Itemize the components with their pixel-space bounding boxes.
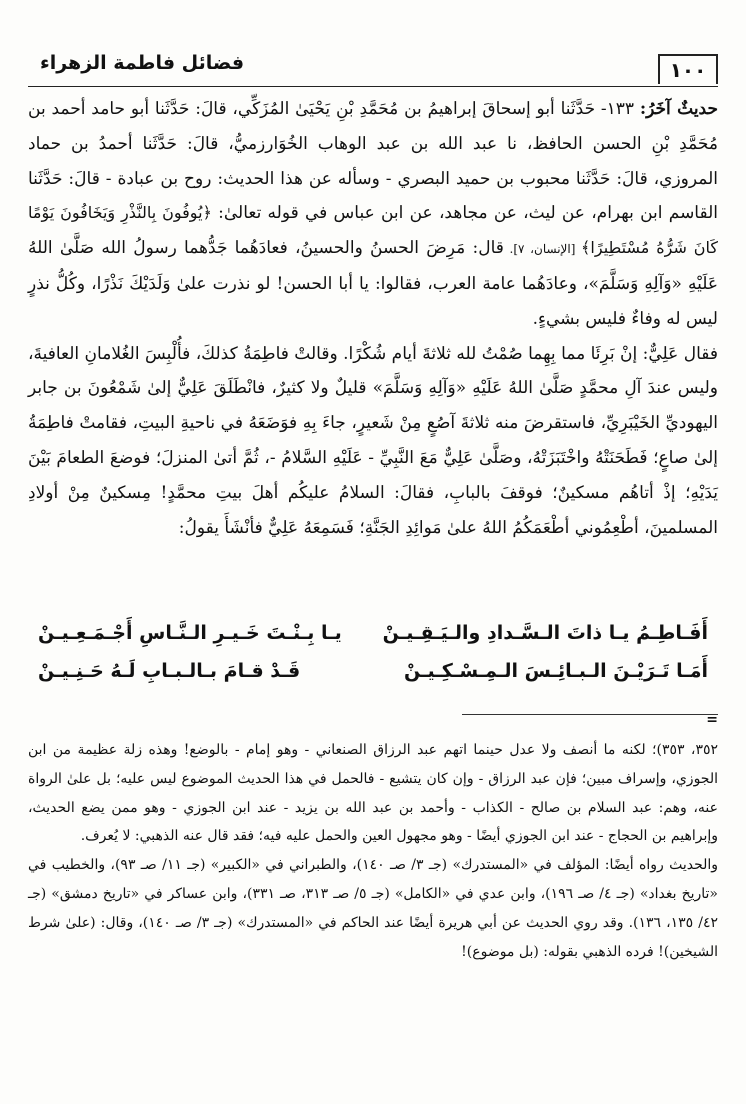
paragraph-1 [28,92,718,337]
running-title: فضائل فاطمة الزهراء [40,52,245,74]
footnote-sources: والحديث رواه أيضًا: المؤلف في «المستدرك» (جـ ٣/ صـ ١٤٠)، والطبراني في «الكبير» (جـ ١١/ صـ ٩٣)، والخطيب في «تاريخ بغداد» (جـ ٤/ صـ ١٩٦)، وابن عدي في «الكامل» (جـ ٥/ صـ ٣١٣، صـ ٣٣١)، وابن عساكر في «تاريخ دمشق» (جـ ٤٢/ ١٣٥، ١٣٦). وقد روي الحديث عن أبي هريرة أيضًا عند الحاكم في «المستدرك» (جـ ٣/ صـ ١٤٠)، وقال: (علىٰ شرط الشيخين)! فرده الذهبي بقوله: (بل موضوع)! [28,857,719,960]
quran-reference: [الإنسان، ٧]. [503,242,582,257]
narration-text: قال: مَرِضَ الحسنُ والحسينُ، فعادَهُما جَدُّهما رسولُ الله صَلَّىٰ اللهُ عَلَيْهِ «وَآلِهِ وَسَلَّمَ»، وعادَهُما عامة العرب، فقالوا: يا أبا الحسن! لو نذرت علىٰ وَلَدَيْكَ نَذْرًا، وكُلُّ نذرٍ ليس له وفاءٌ فليس بشيءٍ. [28,238,718,329]
page-number: ١٠٠ [658,54,718,84]
footnote-continuation-mark: = [706,712,718,728]
hemistich-first: أَمَـا تَـرَيْـنَ الـبـائِـسَ الـمِـسْـكِـيـنْ [403,660,708,682]
hemistich-second: يـا بِـنْـتَ خَـيـرِ الـنَّـاسِ أَجْـمَـعِـيـنْ [38,622,342,644]
main-text [28,92,718,545]
paragraph-2: فقال عَلِيٌّ: إنْ بَرِئَا مما بِهِما صُمْتُ لله ثلاثةَ أيام شُكْرًا. وقالتْ فاطِمَةُ كذلكَ، فأُلْبِسَ الغُلامانِ العافيةَ، وليس عندَ آلِ محمَّدٍ صَلَّىٰ اللهُ عَلَيْهِ «وَآلِهِ وَسَلَّمَ» قليلٌ ولا كثيرٌ، فانْطَلَقَ عَلِيٌّ إلىٰ شَمْعُونَ بن جابر اليهوديِّ الخَيْبَرِيِّ، فاستقرضَ منه ثلاثةَ آصُعٍ مِنْ شَعيرٍ، جاءَ بِهِ فوَضَعَهُ في ناحيةِ البيتِ، فقامتْ فاطِمَةُ إلىٰ صاعٍ؛ فَطَحَنَتْهُ واخْتَبَزَتْهُ، وصَلَّىٰ عَلِيٌّ مَعَ النَّبِيِّ - عَلَيْهِ السَّلامُ -، ثُمَّ أتىٰ المنزلَ؛ فوضعَ الطعامَ بَيْنَ يَدَيْهِ؛ إذْ أتاهُم مسكينٌ؛ فوقفَ بالبابِ، فقالَ: السلامُ عليكُم أهلَ بيتِ محمَّدٍ! مِسكينٌ مِنْ أولادِ المسلمينَ، أطْعِمُوني أطْعَمَكُمُ اللهُ علىٰ مَوائِدِ الجَنَّةِ؛ فَسَمِعَهُ عَلِيٌّ فأنْشَأَ يقولُ: [28,343,718,538]
hemistich-second: قَـدْ قـامَ بـالـبـابِ لَـهُ حَـنِـيـنْ [38,660,301,682]
footnote-divider [462,714,718,715]
footnote-continued: ٣٥٢، ٣٥٣)؛ لكنه ما أنصف ولا عدل حينما اتهم عبد الرزاق الصنعاني - وهو إمام - بالوضع! وهذه زلة عظيمة من ابن الجوزي، وإسراف مبين؛ فإن عبد الرزاق - وإن كان يتشيع - فالحمل في هذا الحديث الموضوع ليس عليه؛ بل علىٰ الرواة عنه، وهم: عبد السلام بن صالح - الكذاب - وأحمد بن عبد الله بن يزيد - عند ابن الجوزي - وهو ممن يضع الحديث، وإبراهيم بن الحجاج - عند ابن الجوزي أيضًا - وهو مجهول العين والحمل عليه فيه؛ فقد قال عنه الذهبي: لا يُعرف. [28,742,719,845]
hemistich-first: أَفَـاطِـمُ يـا ذاتَ الـسَّـدادِ والـيَـقِـيـنْ [382,622,708,644]
footnotes [28,736,718,966]
hadith-label: حديثٌ آخَرُ: [639,99,718,119]
isnad-text: ١٣٣- حَدَّثَنا أبو إسحاقَ إبراهيمُ بن مُحَمَّدِ بْنِ يَحْيَىٰ المُزَكِّي، قالَ: حَدَّثَنا أبو حامد أحمد بن مُحَمَّدِ بْنِ الحسن الحافظ، نا عبد الله بن عبد الوهاب الخُوَارزميُّ، قالَ: حَدَّثَنا أحمدُ بن حماد المروزي، قالَ: حَدَّثَنا محبوب بن حميد البصري - وسأله عن هذا الحديث: روح بن عبادة - قالَ: حَدَّثَنا القاسم ابن بهرام، عن ليث، عن مجاهد، عن ابن عباس في قوله تعالىٰ: [28,99,718,224]
poem-line [28,660,718,698]
quran-verse: ﴿يُوفُونَ بِالنَّذْرِ وَيَخَافُونَ يَوْمًا كَانَ شَرُّهُ مُسْتَطِيرًا﴾ [28,203,719,258]
poem [28,622,718,698]
poem-line [28,622,718,660]
running-header [28,50,718,87]
